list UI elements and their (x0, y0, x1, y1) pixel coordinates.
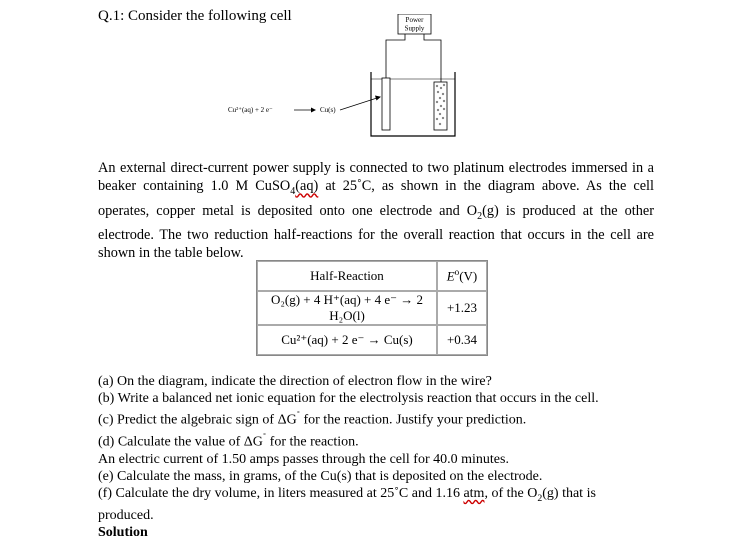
intro-paragraph: An external direct-current power supply is connected to two platinum electrodes immersed in a beaker containing 1.0 M CuSO$_4$(aq) at 25˚C, as shown in the diagram above. As the cell operates, copper metal is deposited onto one electrode and $O_2(g)$ is produced at the other electrode. The two reduction half-reactions for the overall reaction that occurs in the cell are shown in the table below. (98, 160, 654, 262)
question-f: (f) Calculate the dry volume, in liters measured at 25˚C and 1.16 atm, of the $O_2(g)$ that is (98, 485, 596, 504)
table-row (257, 291, 487, 325)
left-wire (386, 34, 405, 78)
question-d: (d) Calculate the value of ΔG˚ for the reaction. (98, 431, 359, 450)
power-supply-label-line1: Power (405, 16, 424, 24)
current-statement: An electric current of 1.50 amps passes through the cell for 40.0 minutes. (98, 451, 509, 467)
half-reaction-label-right: Cu(s) (320, 106, 336, 114)
question-title: Q.1: Consider the following cell (98, 8, 292, 24)
label-pointer-arrowhead (375, 96, 381, 101)
potential-cell: +1.23 (437, 291, 487, 325)
solution-heading: Solution (98, 524, 148, 540)
table-row (257, 325, 487, 355)
question-c: (c) Predict the algebraic sign of ΔG˚ for the reaction. Justify your prediction. (98, 410, 527, 428)
question-f-continued: produced. (98, 507, 154, 523)
table-header-row (257, 261, 487, 291)
half-reaction-label-left: Cu²⁺(aq) + 2 e⁻ (228, 106, 273, 114)
electrolysis-cell-diagram (215, 14, 465, 144)
question-e: (e) Calculate the mass, in grams, of the Cu(s) that is deposited on the electrode. (98, 468, 543, 484)
reaction-arrowhead (311, 108, 316, 113)
right-wire (424, 34, 441, 82)
question-b: (b) Write a balanced net ionic equation for the electrolysis reaction that occurs in the cell. (98, 391, 599, 407)
question-a: (a) On the diagram, indicate the direction of electron flow in the wire? (98, 374, 492, 389)
potential-cell: +0.34 (437, 325, 487, 355)
question-list (98, 373, 668, 541)
left-electrode (382, 78, 390, 130)
right-electrode (434, 82, 447, 130)
header-potential: $E^o(V)$ (437, 261, 487, 291)
power-supply-label-line2: Supply (404, 24, 425, 33)
header-half-reaction: Half-Reaction (257, 261, 437, 291)
half-reaction-table (256, 260, 488, 356)
reaction-cell: O₂(g) + 4 H⁺(aq) + 4 e⁻ → 2 H₂O(l) (257, 291, 437, 325)
reaction-cell: Cu²⁺(aq) + 2 e⁻ → Cu(s) (257, 325, 437, 355)
